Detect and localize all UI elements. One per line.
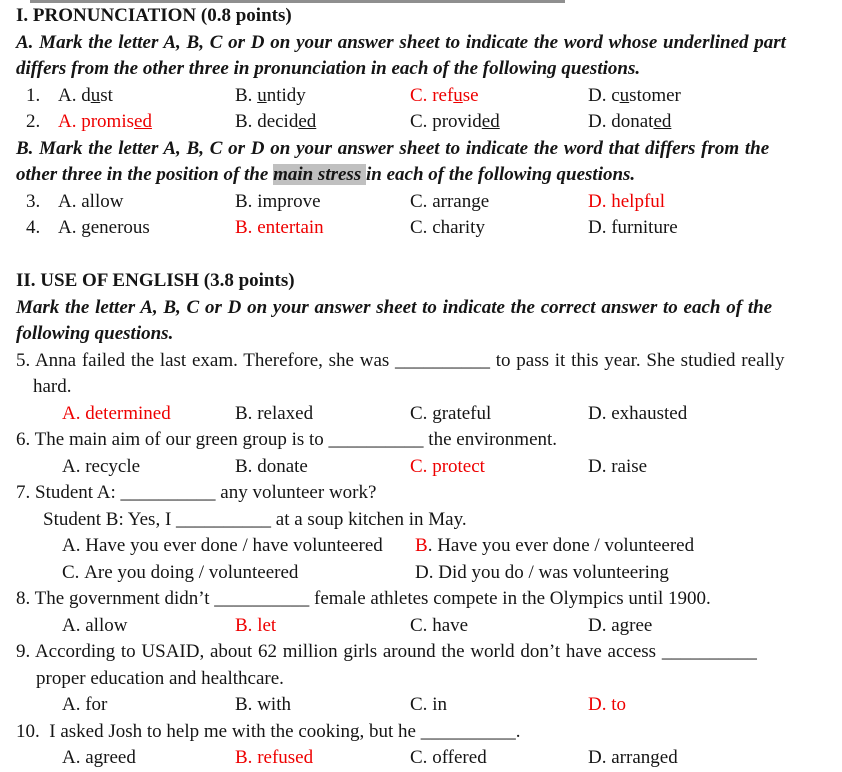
option-letter: B. — [235, 694, 258, 715]
pronunciation-question-row — [16, 215, 826, 242]
answer-option — [410, 454, 588, 481]
word-part: d — [81, 84, 91, 106]
instruction-line — [16, 136, 826, 163]
answer-option — [62, 533, 415, 560]
option-letter: B. — [235, 402, 258, 424]
answer-option — [588, 189, 826, 216]
option-letter: B — [415, 535, 428, 556]
question-stem-line: 9. According to USAID, about 62 million girls around the world don’t have access __________ — [16, 641, 757, 662]
word-part: furniture — [611, 217, 678, 238]
question-stem-line: 7. Student A: __________ any volunteer work? — [16, 482, 377, 503]
option-text: Have you ever done / have volunteered — [85, 535, 383, 556]
answer-options-row — [16, 745, 826, 772]
option-letter: D. — [588, 747, 612, 768]
pronunciation-question-row — [16, 189, 826, 216]
instruction-line — [16, 295, 826, 322]
answer-option — [58, 215, 235, 242]
option-text: recycle — [85, 455, 141, 477]
option-text: refused — [257, 747, 314, 768]
word-part: improve — [257, 190, 321, 212]
word-part: charity — [432, 217, 485, 238]
option-letter: C. — [410, 84, 433, 106]
option-letter: B. — [235, 217, 258, 238]
word-part: stomer — [629, 84, 681, 106]
word-part: allow — [81, 190, 124, 212]
question-number: 4. — [26, 217, 41, 238]
word-part: ref — [432, 84, 454, 106]
option-letter-dot: . — [427, 535, 438, 556]
option-letter: C. — [410, 190, 433, 212]
option-letter: D. — [588, 190, 612, 212]
option-letter: D. — [588, 455, 612, 477]
option-text: agree — [611, 614, 653, 636]
answer-option — [235, 401, 410, 428]
option-letter: A. — [62, 535, 86, 556]
underlined-part: u — [257, 84, 267, 106]
option-letter: D. — [588, 217, 612, 238]
word-part: arrange — [432, 190, 490, 212]
word-part: donat — [611, 111, 654, 132]
option-letter: D. — [415, 561, 439, 583]
question-stem-line: 10. I asked Josh to help me with the cooking, but he __________. — [16, 720, 521, 742]
option-text: protect — [432, 455, 485, 477]
instruction-line — [16, 56, 826, 83]
option-text: raise — [611, 455, 648, 477]
section-heading: I. PRONUNCIATION (0.8 points) — [16, 5, 292, 26]
answer-option — [62, 613, 235, 640]
blank-line — [16, 242, 826, 269]
option-letter: D. — [588, 614, 612, 636]
option-text: agreed — [85, 747, 136, 768]
text-segment: A. Mark the letter A, B, C or D on your answer sheet to indicate the word whose underlined part — [16, 31, 786, 53]
word-part: ntidy — [266, 84, 306, 106]
option-letter: C. — [62, 561, 85, 583]
question-number: 1. — [26, 84, 41, 106]
answer-option — [588, 745, 826, 772]
answer-options-row — [16, 533, 826, 586]
answer-option — [410, 189, 588, 216]
answer-option — [415, 560, 826, 587]
option-letter: A. — [58, 190, 82, 212]
option-text: offered — [432, 747, 487, 768]
answer-option — [588, 215, 826, 242]
answer-option — [410, 215, 588, 242]
option-letter: D. — [588, 402, 612, 424]
option-letter: C. — [410, 455, 433, 477]
answer-options-row — [16, 454, 826, 481]
answer-option — [58, 189, 235, 216]
word-part: se — [462, 84, 479, 106]
answer-option — [62, 745, 235, 772]
option-letter: B. — [235, 84, 258, 106]
answer-option — [58, 83, 235, 110]
answer-option — [588, 613, 826, 640]
word-part: provid — [432, 111, 482, 132]
answer-option — [235, 613, 410, 640]
underlined-part: ed — [481, 111, 500, 132]
option-letter: B. — [235, 455, 258, 477]
answer-option — [62, 401, 235, 428]
option-text: with — [257, 694, 291, 715]
word-part: generous — [81, 217, 150, 238]
option-letter: A. — [58, 217, 82, 238]
underlined-part: u — [619, 84, 630, 106]
instruction-line — [16, 321, 826, 348]
option-text: grateful — [432, 402, 492, 424]
option-letter: C. — [410, 614, 433, 636]
option-text: Did you do / was volunteering — [438, 561, 669, 583]
answer-option — [410, 83, 588, 110]
option-letter: C. — [410, 747, 433, 768]
underlined-part: ed — [653, 111, 672, 132]
text-segment: B. Mark the letter A, B, C or D on your answer sheet to indicate the word that differs from the — [16, 137, 770, 159]
option-letter: D. — [588, 84, 612, 106]
answer-option — [410, 613, 588, 640]
question-stem-line: 5. Anna failed the last exam. Therefore, she was __________ to pass it this year. She studied really — [16, 349, 785, 371]
option-text: in — [432, 694, 447, 715]
option-text: let — [257, 614, 277, 636]
question-number: 2. — [26, 111, 41, 132]
answer-option — [588, 83, 826, 110]
answer-option — [62, 692, 235, 719]
answer-option — [62, 454, 235, 481]
pronunciation-question-row — [16, 109, 826, 136]
answer-option — [588, 401, 826, 428]
word-part: entertain — [257, 217, 324, 238]
answer-option — [235, 215, 410, 242]
option-letter: C. — [410, 402, 433, 424]
highlighted-phrase: main stress — [273, 164, 366, 185]
answer-option — [235, 109, 410, 136]
text-segment: in each of the following questions. — [365, 164, 636, 185]
option-letter: A. — [62, 694, 86, 715]
word-part: st — [100, 84, 113, 106]
question-stem-line: 6. The main aim of our green group is to __________ the environment. — [16, 429, 558, 450]
option-letter: C. — [410, 217, 433, 238]
option-letter: C. — [410, 111, 433, 132]
option-text: Are you doing / volunteered — [84, 561, 299, 583]
answer-option — [235, 692, 410, 719]
option-letter: D. — [588, 111, 612, 132]
question-number: 3. — [26, 190, 41, 212]
option-text: Have you ever done / volunteered — [437, 535, 695, 556]
text-segment: following questions. — [16, 323, 174, 344]
option-text: determined — [85, 402, 171, 424]
option-text: relaxed — [257, 402, 314, 424]
answer-option — [588, 109, 826, 136]
answer-option — [235, 454, 410, 481]
underlined-part: u — [90, 84, 101, 106]
underlined-part: ed — [298, 111, 317, 132]
word-part: c — [611, 84, 620, 106]
option-letter: A. — [62, 747, 86, 768]
question-stem-line: hard. — [33, 376, 72, 397]
answer-option — [410, 692, 588, 719]
answer-option — [410, 745, 588, 772]
scan-edge-artifact — [30, 0, 565, 3]
underlined-part: ed — [134, 111, 152, 132]
option-letter: B. — [235, 111, 258, 132]
option-letter: B. — [235, 190, 258, 212]
answer-option — [415, 533, 826, 560]
section-heading: II. USE OF ENGLISH (3.8 points) — [16, 270, 295, 291]
word-part: helpful — [611, 190, 666, 212]
underlined-part: u — [453, 84, 463, 106]
answer-option — [62, 560, 415, 587]
answer-options-row — [16, 613, 826, 640]
option-letter: C. — [410, 694, 433, 715]
word-part: decid — [257, 111, 299, 132]
option-text: to — [611, 694, 627, 715]
option-text: allow — [85, 614, 128, 636]
instruction-line — [16, 162, 826, 189]
answer-option — [235, 189, 410, 216]
question-stem-line: 8. The government didn’t __________ female athletes compete in the Olympics until 1900. — [16, 588, 711, 609]
answer-options-row — [16, 692, 826, 719]
option-letter: A. — [62, 455, 86, 477]
answer-option — [588, 454, 826, 481]
option-letter: A. — [62, 614, 86, 636]
option-text: have — [432, 614, 469, 636]
instruction-line — [16, 30, 826, 57]
option-letter: A. — [62, 402, 86, 424]
answer-option — [410, 109, 588, 136]
pronunciation-question-row — [16, 83, 826, 110]
option-letter: A. — [58, 84, 82, 106]
answer-option — [235, 83, 410, 110]
text-segment: Mark the letter A, B, C or D on your answer sheet to indicate the correct answer to each of the — [16, 296, 773, 318]
question-stem-line: proper education and healthcare. — [36, 667, 284, 689]
option-letter: D. — [588, 694, 612, 715]
answer-option — [58, 109, 235, 136]
option-letter: A. — [58, 111, 82, 132]
text-segment: other three in the position of the — [16, 164, 274, 185]
question-stem-line: Student B: Yes, I __________ at a soup kitchen in May. — [43, 508, 467, 530]
option-letter: B. — [235, 614, 258, 636]
answer-option — [235, 745, 410, 772]
answer-option — [410, 401, 588, 428]
option-letter: B. — [235, 747, 258, 768]
option-text: for — [85, 694, 108, 715]
word-part: promis — [81, 111, 135, 132]
option-text: arranged — [611, 747, 678, 768]
text-segment: differs from the other three in pronunciation in each of the following questions. — [16, 58, 641, 79]
option-text: donate — [257, 455, 308, 477]
answer-options-row — [16, 401, 826, 428]
option-text: exhausted — [611, 402, 688, 424]
answer-option — [588, 692, 826, 719]
